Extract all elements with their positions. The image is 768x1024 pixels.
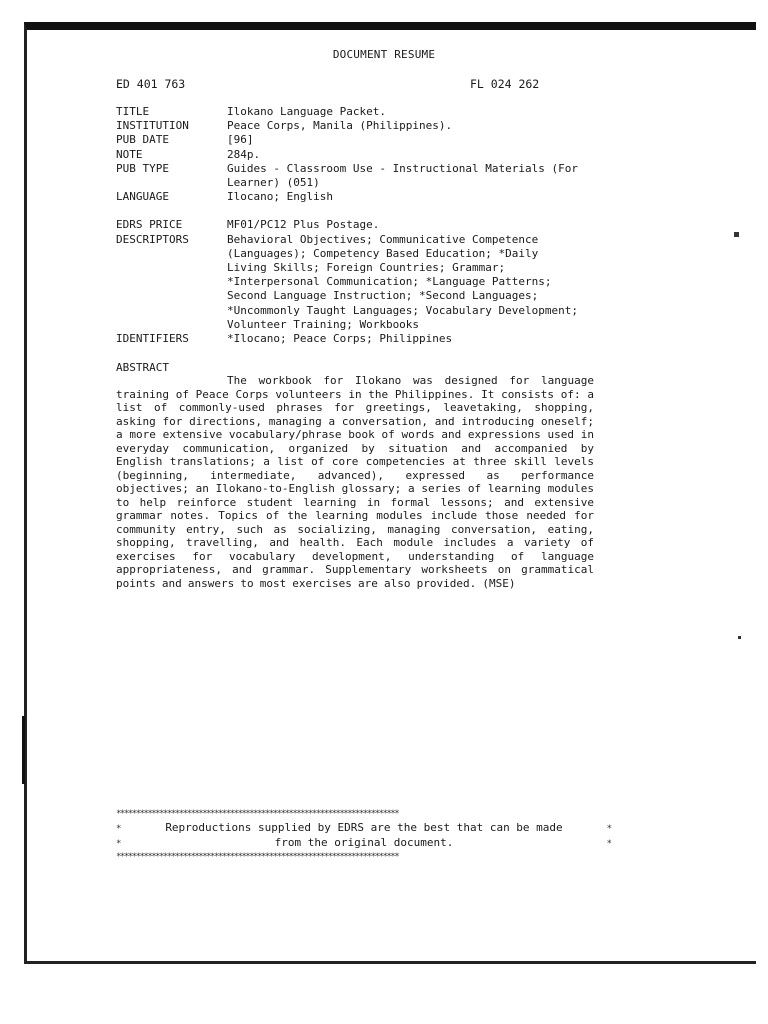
field-label: NOTE — [116, 147, 143, 161]
field-row-pub-type — [116, 162, 616, 190]
field-value: Ilocano; English — [227, 190, 333, 204]
star-mark: * — [116, 839, 122, 849]
scan-edge-mark — [22, 716, 25, 784]
star-mark: * — [116, 824, 122, 834]
field-label: INSTITUTION — [116, 119, 189, 133]
document-title: DOCUMENT RESUME — [332, 48, 436, 61]
field-value: Behavioral Objectives; Communicative Competence (Languages); Competency Based Education; *Daily Living Skills; Foreign Countries; Grammar; *Interpersonal Communication; *Language Patterns; Second Language Instruction; *Second Languages; *Uncommonly Taught Languages; Vocabulary Development; Volunteer Training; Workbooks — [227, 232, 578, 331]
field-value: [96] — [227, 133, 254, 147]
field-label: DESCRIPTORS — [116, 232, 189, 246]
field-row-language — [116, 190, 616, 204]
field-row-pub-date — [116, 133, 616, 147]
scan-speck — [734, 232, 739, 237]
field-label: PUB TYPE — [116, 161, 169, 175]
abstract-label: ABSTRACT — [116, 361, 169, 374]
reproduction-notice — [116, 808, 612, 864]
field-value: Peace Corps, Manila (Philippines). — [227, 119, 453, 133]
ed-number: ED 401 763 — [116, 77, 186, 91]
reproduction-line-1 — [116, 821, 612, 836]
fl-number: FL 024 262 — [470, 77, 540, 91]
star-border-bottom: ************************************************************************ — [116, 852, 399, 862]
field-label: EDRS PRICE — [116, 218, 183, 232]
field-value: Guides - Classroom Use - Instructional Materials (For Learner) (051) — [227, 161, 578, 190]
field-label: IDENTIFIERS — [116, 332, 189, 346]
field-row-descriptors — [116, 233, 616, 332]
field-label: PUB DATE — [116, 133, 169, 147]
metadata-fields — [116, 105, 616, 346]
star-mark: * — [606, 839, 612, 849]
field-row-title — [116, 105, 616, 119]
field-value: MF01/PC12 Plus Postage. — [227, 218, 380, 232]
field-value: *Ilocano; Peace Corps; Philippines — [227, 332, 453, 346]
star-mark: * — [606, 824, 612, 834]
star-border-top: ************************************************************************ — [116, 809, 399, 819]
field-row-identifiers — [116, 332, 616, 346]
scan-speck — [738, 636, 741, 639]
field-row-institution — [116, 119, 616, 133]
field-value: Ilokano Language Packet. — [227, 105, 386, 118]
reproduction-line-2 — [116, 836, 612, 851]
field-label: LANGUAGE — [116, 190, 169, 204]
field-row-note — [116, 148, 616, 162]
reproduction-text-2: from the original document. — [274, 836, 454, 849]
abstract-text: The workbook for Ilokano was designed for language training of Peace Corps volunteers in the Philippines. It consists of: a list of commonly-used phrases for greetings, leavetaking, shopping, asking for directions, managing a conversation, and introducing oneself; a more extensive vocabulary/phrase book of words and expressions used in everyday communication, organized by situation and accompanied by English translations; a list of core competencies at three skill levels (beginning, intermediate, advanced), expressed as performance objectives; an Ilokano-to-English glossary; a series of learning modules to help reinforce student learning in formal lessons; and extensive grammar notes. Topics of the learning modules include those needed for community entry, such as socializing, managing conversation, eating, shopping, travelling, and health. Each module includes a variety of exercises for vocabulary development, understanding of language appropriateness, and grammar. Supplementary worksheets on grammatical points and answers to most exercises are also provided. (MSE) — [116, 374, 594, 590]
field-label: TITLE — [116, 105, 150, 118]
reproduction-text-1: Reproductions supplied by EDRS are the best that can be made — [165, 821, 563, 834]
field-row-edrs-price — [116, 218, 616, 232]
field-value: 284p. — [227, 147, 261, 161]
